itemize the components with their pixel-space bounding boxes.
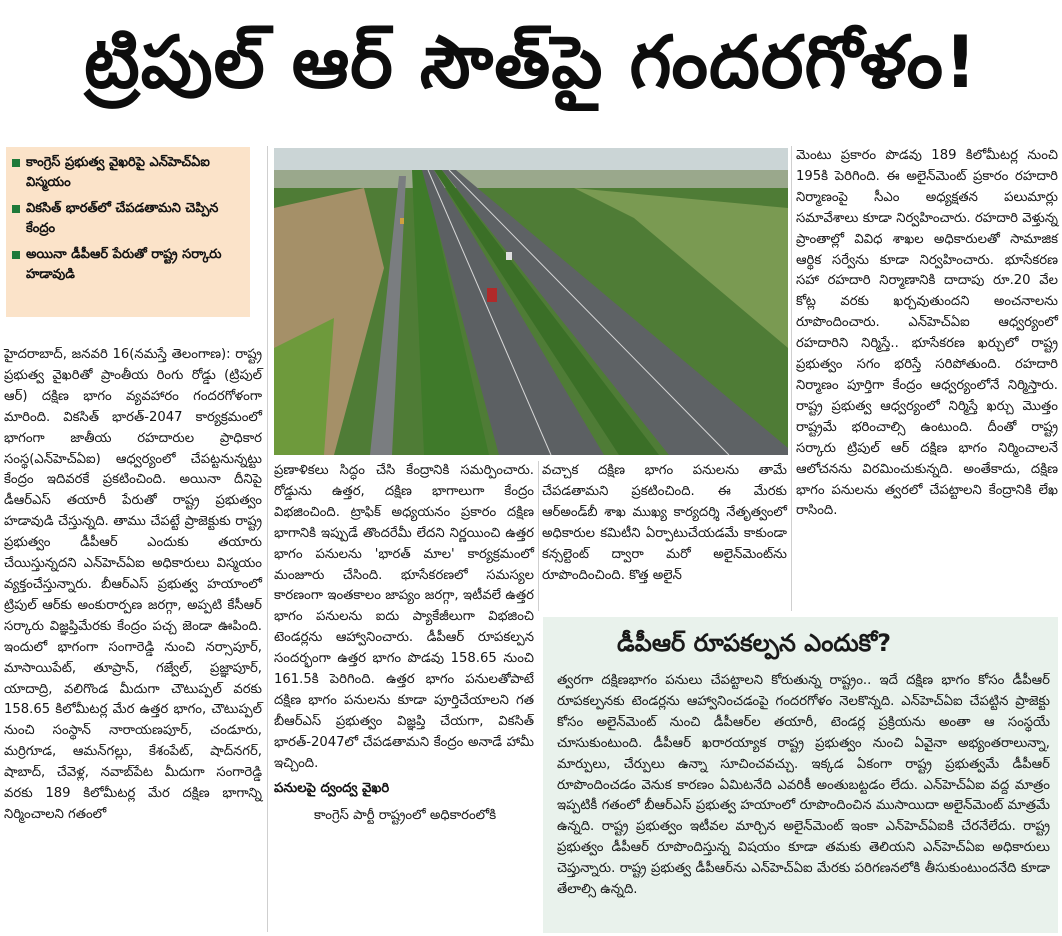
callout-item [12,199,246,239]
callout-text: వికసిత్ భారత్‌లో చేపడతామని చెప్పిన కేంద్రం [26,201,219,236]
subheading: పనులపై ద్వంద్వ వైఖరి [274,780,390,796]
callout-text: కాంగ్రెస్ ప్రభుత్వ వైఖరిపై ఎన్‌హెచ్ఏఐ విస్మయం [26,155,210,190]
box-text: త్వరగా దక్షిణభాగం పనులు చేపట్టాలని కోరుతున్న రాష్ట్రం.. ఇదే దక్షిణ భాగం కోసం డీపీఆర్ రూపకల్పనకు టెండర్లను ఆహ్వానించడంపై గందరగోళం నెలకొన్నది. ఎన్‌హెచ్ఏఐ చేపట్టిన ప్రాజెక్టు కోసం అలైన్‌మెంట్ నుంచి డీపీఆర్‌ల తయారీ, టెండర్ల ప్రక్రియను అంతా ఆ సంస్థయే చూసుకుంటుంది. డీపీఆర్ ఖరారయ్యాక రాష్ట్ర ప్రభుత్వం నుంచి ఏవైనా అభ్యంతరాలున్నా, మార్పులు, చేర్పులు ఉన్నా సూచించవచ్చు. ఇక్కడ ఏకంగా రాష్ట్ర ప్రభుత్వమే డీపీఆర్ రూపొందించడం వెనుక కారణం ఏమిటనేది ఎవరికీ అంతుబట్టడం లేదు. ఎన్‌హెచ్ఏఐ వద్ద మాత్రం ఇప్పటికీ గతంలో బీఆర్ఎస్ ప్రభుత్వ హయాంలో రూపొందించిన ముసాయిదా అలైన్‌మెంట్ మాత్రమే ఉన్నది. రాష్ట్ర ప్రభుత్వం ఇటీవల మార్చిన అలైన్‌మెంట్ ఇంకా ఎన్‌హెచ్ఏఐకి చేరనేలేదు. రాష్ట్ర ప్రభుత్వం డీపీఆర్ రూపొందిస్తున్న విషయం కూడా తమకు తెలియని ఎన్‌హెచ్ఏఐ అధికారులు చెప్తున్నారు. రాష్ట్ర ప్రభుత్వ డీపీఆర్‌ను ఎన్‌హెచ్ఏఐ మేరకు పరిగణనలోకి తీసుకుంటుందనేది కూడా తేలాల్సి ఉన్నది. [557,673,1050,898]
column-divider [791,146,792,611]
highway-photo-graphic [274,148,788,455]
headline: ట్రిపుల్ ఆర్ సౌత్‌పై గందరగోళం! [84,20,978,104]
callout-text: అయినా డీపీఆర్ పేరుతో రాష్ట్ర సర్కారు హడావుడి [26,247,222,282]
column-divider [267,146,268,932]
highway-photo [274,148,788,455]
bullet-icon [12,251,20,259]
article-text: హైదరాబాద్, జనవరి 16(నమస్తే తెలంగాణ): రాష్ట్ర ప్రభుత్వ వైఖరితో ప్రాంతీయ రింగు రోడ్డు (ట్రిపుల్ ఆర్) దక్షిణ భాగం వ్యవహారం గందరగోళంగా మారింది. వికసిత్ భారత్-2047 కార్యక్రమంలో భాగంగా జాతీయ రహదారుల ప్రాధికార సంస్థ(ఎన్‌హెచ్ఏఐ) ఆధ్వర్యంలో చేపట్టనున్నట్టు కేంద్రం ఇదివరకే ప్రకటించింది. అయినా దీనిపై డీఆర్ఎస్ తయారీ పేరుతో రాష్ట్ర ప్రభుత్వం హడావుడి చేస్తున్నది. తాము చేపట్టే ప్రాజెక్టుకు రాష్ట్ర ప్రభుత్వం డీపీఆర్ ఎందుకు తయారు చేయిస్తున్నదని ఎన్‌హెచ్ఏఐ అధికారులు విస్మయం వ్యక్తంచేస్తున్నారు. బీఆర్ఎస్ ప్రభుత్వ హయాంలో ట్రిపుల్ ఆర్‌కు అంకురార్పణ జరగ్గా, అప్పటి కేసీఆర్ సర్కారు విజ్ఞప్తిమేరకు కేంద్రం పచ్చ జెండా ఊపింది. ఇందులో భాగంగా సంగారెడ్డి నుంచి నర్సాపూర్, మాసాయిపేట్, తూప్రాన్, గజ్వేల్, ప్రజ్ఞాపూర్, యాదాద్రి, వలిగొండ మీదుగా చౌటుప్పల్ వరకు 158.65 కిలోమీటర్ల మేర ఉత్తర భాగం, చౌటుప్పల్ నుంచి సంస్థాన్ నారాయణపూర్, చండూరు, మర్రిగూడ, ఆమన్‌గల్లు, కేశంపేట్, షాద్‌నగర్, షాబాద్, చేవెళ్ల, నవాబ్‌పేట మీదుగా సంగారెడ్డి వరకు 189 కిలోమీటర్ల మేర దక్షిణ భాగాన్ని నిర్మించాలని గతంలో [4,347,262,822]
article-column-4 [796,146,1058,522]
callout-box [6,147,250,317]
callout-item [12,245,246,285]
box-title: డీపీఆర్ రూపకల్పన ఎందుకో? [617,629,892,657]
article-column-2 [274,461,534,826]
sidebar-box [543,617,1058,933]
article-text: వచ్చాక దక్షిణ భాగం పనులను తామే చేపడతామని ప్రకటించింది. ఈ మేరకు ఆర్అండ్‌బీ శాఖ ముఖ్య కార్యదర్శి నేతృత్వంలో అధికారుల కమిటీని ఏర్పాటుచేయడమే కాకుండా కన్సల్టెంట్ ద్వారా మరో అలైన్‌మెంట్‌ను రూపొందించింది. కొత్త అలైన్ [542,463,787,583]
article-text: కాంగ్రెస్ పార్టీ రాష్ట్రంలో అధికారంలోకి [314,807,497,823]
bullet-icon [12,205,20,213]
article-column-1 [4,345,262,826]
article-text: మెంటు ప్రకారం పొడవు 189 కిలోమీటర్ల నుంచి 195కి పెరిగింది. ఈ అలైన్‌మెంట్ ప్రకారం రహదారి నిర్మాణంపై సీఎం అధ్యక్షతన పలుమార్లు సమావేశాలు కూడా నిర్వహించారు. రహదారి వెళ్తున్న ప్రాంతాల్లో వివిధ శాఖల అధికారులతో సామాజిక ఆర్థిక సర్వేను కూడా నిర్వహించారు. భూసేకరణ సహా రహదారి నిర్మాణానికి దాదాపు రూ.20 వేల కోట్ల వరకు ఖర్చవుతుందని అంచనాలను రూపొందించారు. ఎన్‌హెచ్ఏఐ ఆధ్వర్యంలో రహదారిని నిర్మిస్తే.. భూసేకరణ ఖర్చులో రాష్ట్ర ప్రభుత్వం సగం భరిస్తే సరిపోతుంది. రహదారి నిర్మాణం పూర్తిగా కేంద్రం ఆధ్వర్యంలోనే నిర్మిస్తారు. రాష్ట్ర ప్రభుత్వ ఆధ్వర్యంలో నిర్మిస్తే ఖర్చు మొత్తం రాష్ట్రమే భరించాల్సి ఉంటుంది. దీంతో రాష్ట్ర సర్కారు ట్రిపుల్ ఆర్ దక్షిణ భాగం నిర్మించాలనే ఆలోచనను విరమించుకున్నది. అంతేకాదు, దక్షిణ భాగం పనులను త్వరలో చేపట్టాలని కేంద్రానికి లేఖ రాసింది. [796,148,1058,519]
article-column-3 [542,461,787,586]
callout-item [12,153,246,193]
column-divider [538,461,539,611]
bullet-icon [12,159,20,167]
article-text: ప్రణాళికలు సిద్ధం చేసి కేంద్రానికి సమర్పించారు. రోడ్డును ఉత్తర, దక్షిణ భాగాలుగా కేంద్రం విభజించింది. ట్రాఫిక్ అధ్యయనం ప్రకారం దక్షిణ భాగానికి ఇప్పుడే తొందరేమీ లేదని నిర్ణయించి ఉత్తర భాగం పనులను 'భారత్ మాల' కార్యక్రమంలో మంజూరు చేసింది. భూసేకరణలో సమస్యల కారణంగా ఇంతకాలం జాప్యం జరగ్గా, ఇటీవలే ఉత్తర భాగం పనులను ఐదు ప్యాకేజీలుగా విభజించి టెండర్లను ఆహ్వానించారు. డీపీఆర్ రూపకల్పన సందర్భంగా ఉత్తర భాగం పొడవు 158.65 నుంచి 161.5కి పెరిగింది. ఉత్తర భాగం పనులతోపాటే దక్షిణ భాగం పనులను కూడా పూర్తిచేయాలని గత బీఆర్ఎస్ ప్రభుత్వం విజ్ఞప్తి చేయగా, వికసిత్ భారత్-2047లో చేపడతామని కేంద్రం అనాడే హామీ ఇచ్చింది. [274,463,534,771]
